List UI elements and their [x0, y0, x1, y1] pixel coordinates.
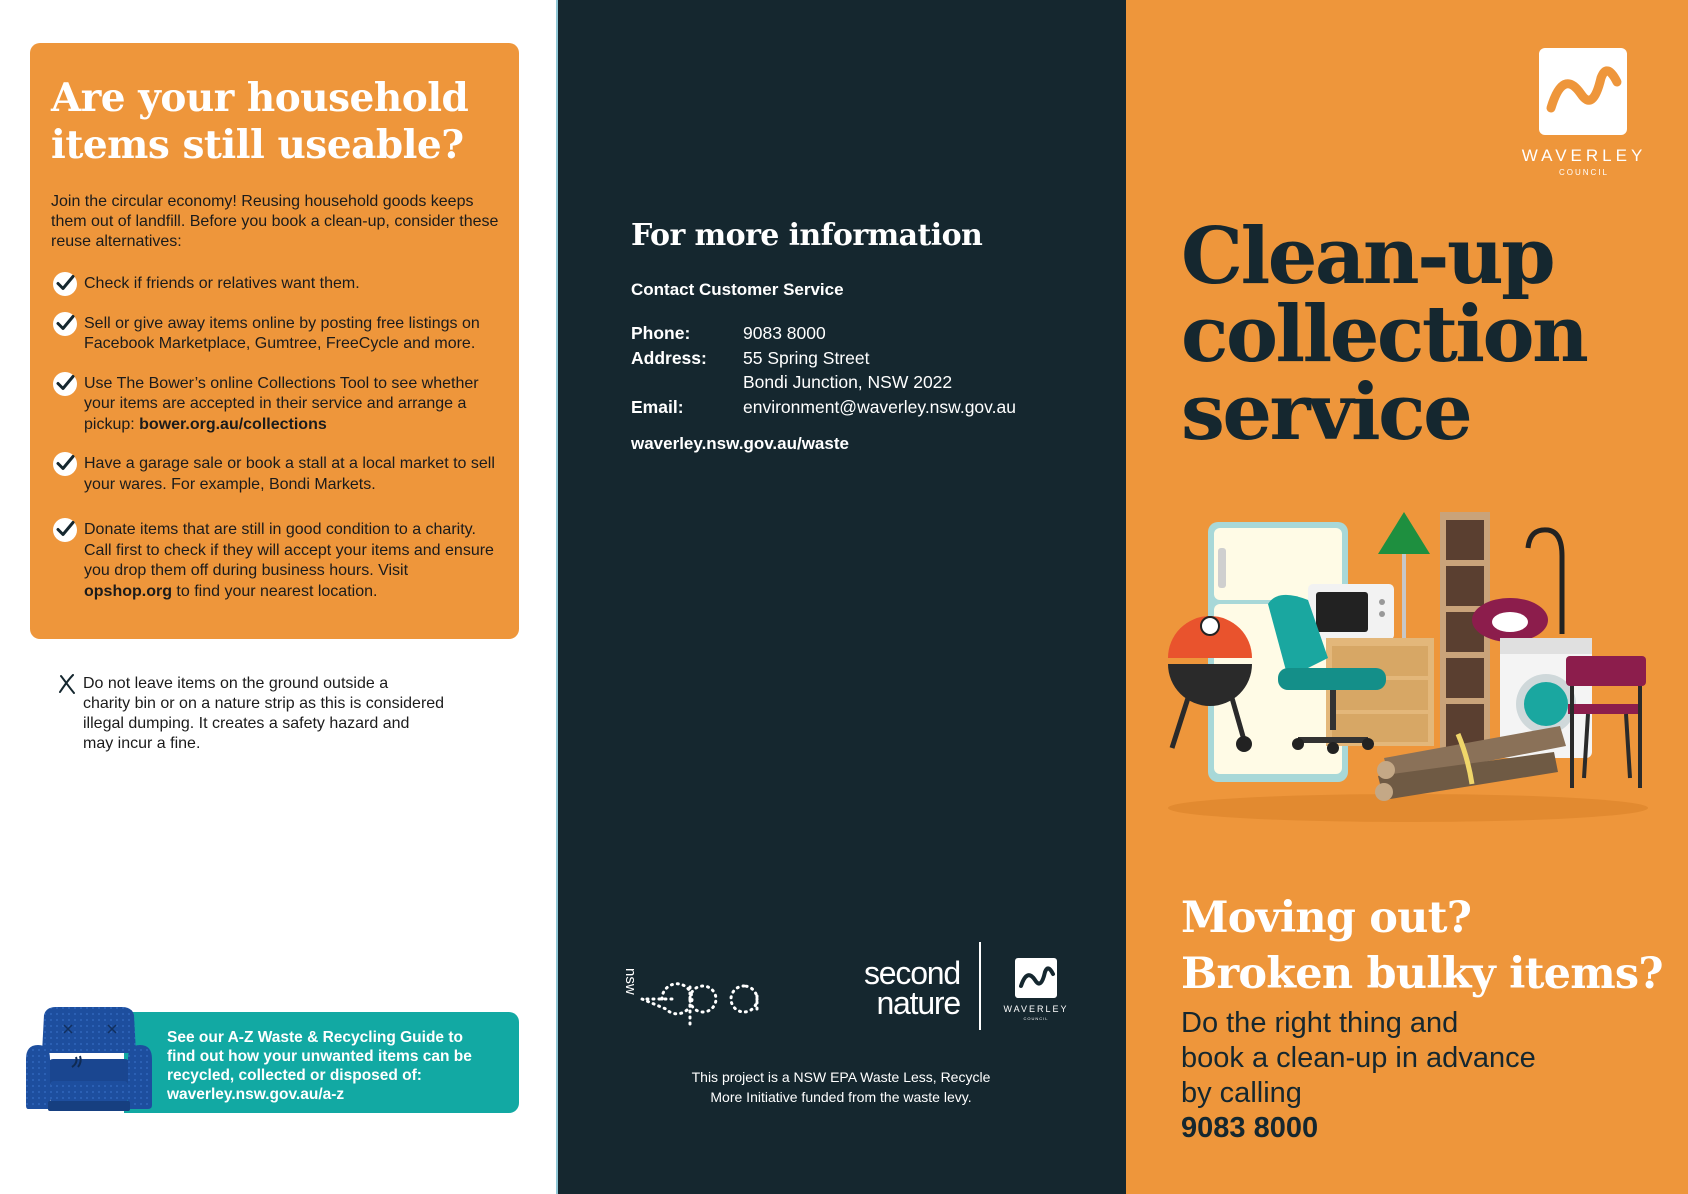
moving-line: Moving out?: [1181, 893, 1472, 943]
logo-word: WAVERLEY: [1521, 146, 1647, 165]
moving-line: Broken bulky items?: [1181, 949, 1663, 999]
logo-divider: [979, 942, 981, 1030]
waverley-council-logo: [1519, 46, 1649, 181]
reuse-title: [51, 75, 497, 169]
main-title: [1181, 211, 1587, 458]
reuse-item-text: Have a garage sale or book a stall at a local market to sell your wares. For example, Bondi Markets.: [84, 455, 495, 493]
bower-link[interactable]: bower.org.au/collections: [139, 415, 327, 433]
mini-logo-sub: COUNCIL: [1023, 1016, 1049, 1021]
warning-line: Do not leave items on the ground outside a: [83, 675, 389, 692]
panel-edge: [556, 0, 558, 1194]
waverley-mark: [1539, 48, 1627, 135]
phone-value[interactable]: 9083 8000: [743, 323, 826, 343]
reuse-item-text: Use The Bower’s online Collections Tool to see whether your items are accepted in their service and arrange a pickup:: [84, 374, 479, 433]
second-nature-line: nature: [876, 985, 960, 1021]
main-title-line: Clean-up: [1181, 211, 1554, 302]
cta-line: Do the right thing and: [1181, 1007, 1459, 1039]
warning-line: charity bin or on a nature strip as this is considered: [83, 695, 445, 712]
contact-details: [631, 321, 1016, 419]
reuse-item: [51, 274, 497, 295]
az-guide-band: [124, 1012, 519, 1113]
logo-sub: COUNCIL: [1558, 168, 1609, 177]
main-title-line: collection: [1181, 289, 1587, 380]
cross-icon: [58, 674, 76, 694]
nsw-epa-logo: [620, 968, 782, 1030]
chest-of-drawers: [1326, 638, 1434, 746]
funding-note: [556, 1067, 1126, 1107]
phone-row: [631, 321, 1016, 346]
microwave: [1308, 584, 1394, 640]
reuse-panel: [0, 0, 556, 1194]
reuse-alternatives-card: [30, 43, 519, 639]
dumping-warning: [58, 674, 478, 754]
cover-panel: [1126, 0, 1688, 1194]
warning-line: may incur a fine.: [83, 735, 201, 752]
checkmark-icon: [53, 518, 77, 542]
address-label-spacer: [631, 370, 743, 395]
address-row: [631, 370, 1016, 395]
guide-line: recycled, collected or disposed of:: [167, 1067, 422, 1084]
booking-call-to-action: [1181, 1006, 1536, 1146]
guide-line: find out how your unwanted items can be: [167, 1048, 472, 1065]
address-line: 55 Spring Street: [743, 347, 870, 368]
reuse-item-text: Donate items that are still in good condition to a charity. Call first to check if they will accept your items and ensure you drop them off during business hours. Visit: [84, 521, 494, 579]
funding-line: This project is a NSW EPA Waste Less, Recycle: [691, 1069, 991, 1085]
opshop-link[interactable]: opshop.org: [84, 582, 172, 600]
address-line: Bondi Junction, NSW 2022: [743, 372, 953, 392]
reuse-intro: Join the circular economy! Reusing household goods keeps them out of landfill. Before you book a clean-up, consider these reuse alternatives:: [51, 193, 499, 250]
reuse-item-text: to find your nearest location.: [171, 582, 378, 600]
mini-logo-word: WAVERLEY: [1003, 1004, 1069, 1014]
checkmark-icon: [53, 272, 77, 296]
reuse-item-text: Sell or give away items online by posting free listings on Facebook Marketplace, Gumtree, FreeCycle and more.: [84, 314, 480, 352]
checkmark-icon: [53, 372, 77, 396]
address-label: Address:: [631, 347, 707, 368]
reuse-item: [51, 454, 497, 495]
checkmark-icon: [53, 452, 77, 476]
cta-prefix: by calling: [1181, 1077, 1302, 1109]
warning-line: illegal dumping. It creates a safety hazard and: [83, 715, 410, 732]
nsw-logo-text: nsw: [622, 968, 639, 995]
guide-line: See our A-Z Waste & Recycling Guide to: [167, 1029, 463, 1046]
cta-phone-number[interactable]: 9083 8000: [1181, 1112, 1319, 1144]
phone-label: Phone:: [631, 323, 691, 343]
reuse-item: [51, 314, 497, 355]
info-title: For more information: [631, 218, 983, 253]
contact-heading: Contact Customer Service: [631, 280, 844, 299]
reuse-list: [51, 274, 497, 602]
address-row: [631, 346, 1016, 371]
reuse-item-text: Check if friends or relatives want them.: [84, 275, 360, 292]
second-nature-line: second: [864, 955, 960, 991]
info-panel: [556, 0, 1126, 1194]
funding-line: More Initiative funded from the waste levy.: [710, 1089, 972, 1105]
bulky-items-illustration: [1158, 508, 1658, 828]
armchair-icon: [24, 1005, 154, 1117]
waverley-mini-logo: [1001, 958, 1071, 1020]
reuse-item: [51, 520, 497, 602]
second-nature-logo: [830, 955, 960, 1021]
moving-out-heading: [1181, 890, 1663, 1002]
cta-line: [1181, 1076, 1536, 1146]
email-row: [631, 395, 1016, 420]
az-guide-link[interactable]: waverley.nsw.gov.au/a-z: [167, 1086, 345, 1103]
email-value[interactable]: environment@waverley.nsw.gov.au: [743, 396, 1016, 417]
waverley-mark: [1015, 958, 1057, 998]
cta-line: book a clean-up in advance: [1181, 1042, 1536, 1074]
reuse-title-line: Are your household: [51, 75, 469, 121]
reuse-title-line: items still useable?: [51, 122, 464, 168]
email-label: Email:: [631, 396, 684, 417]
reuse-item: [51, 374, 497, 436]
bookcase: [1440, 512, 1490, 762]
checkmark-icon: [53, 312, 77, 336]
main-title-line: service: [1181, 367, 1471, 458]
website-link[interactable]: waverley.nsw.gov.au/waste: [631, 434, 849, 453]
